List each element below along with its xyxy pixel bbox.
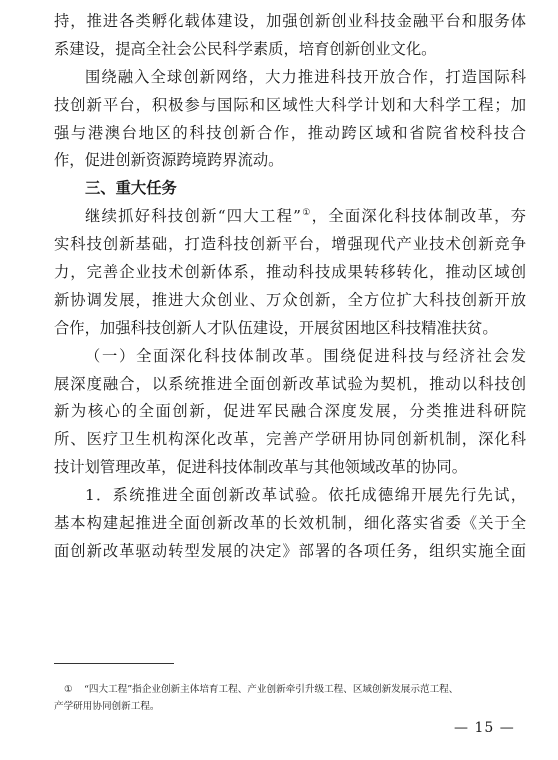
text-line: 技计划管理改革，促进科技体制改革与其他领域改革的协同。 bbox=[54, 458, 468, 477]
text-line: 实科技创新基础，打造科技创新平台，增强现代产业技术创新竞争 bbox=[54, 235, 526, 254]
text-line: 1．系统推进全面创新改革试验。依托成德绵开展先行先试， bbox=[85, 486, 526, 505]
footnote-text: “四大工程”指企业创新主体培育工程、产业创新牵引升级工程、区域创新发展示范工程、 bbox=[84, 684, 459, 695]
footnote bbox=[54, 681, 526, 715]
text-line: 所、医疗卫生机构深化改革，完善产学研用协同创新机制，深化科 bbox=[54, 430, 526, 449]
text-line: 基本构建起推进全面创新改革的长效机制，细化落实省委《关于全 bbox=[54, 514, 526, 533]
footnote-line: 产学研用协同创新工程。 bbox=[54, 701, 160, 712]
text-span: 继续抓好科技创新“四大工程” bbox=[85, 207, 301, 226]
text-line: 持，推进各类孵化载体建设，加强创新创业科技金融平台和服务体 bbox=[54, 12, 526, 30]
text-line: 合作，加强科技创新人才队伍建设，开展贫困地区科技精准扶贫。 bbox=[54, 318, 498, 337]
section-heading: 三、重大任务 bbox=[85, 179, 177, 198]
text-line: 力，完善企业技术创新体系，推动科技成果转移转化，推动区域创 bbox=[54, 263, 526, 282]
text-line: 强与港澳台地区的科技创新合作，推动跨区域和省院省校科技合 bbox=[54, 123, 526, 142]
text-line: 作，促进创新资源跨境跨界流动。 bbox=[54, 151, 284, 170]
footnote-line bbox=[54, 681, 526, 698]
text-line: 展深度融合，以系统推进全面创新改革试验为契机，推动以科技创 bbox=[54, 374, 526, 393]
text-line: 面创新改革驱动转型发展的决定》部署的各项任务，组织实施全面 bbox=[54, 541, 526, 560]
page-number: — 15 — bbox=[454, 720, 515, 736]
text-span: ，全面深化科技体制改革，夯 bbox=[311, 207, 526, 226]
text-line: 新协调发展，推进大众创业、万众创新，全方位扩大科技创新开放 bbox=[54, 290, 526, 309]
text-line: 系建设，提高全社会公民科学素质，培育创新创业文化。 bbox=[54, 39, 437, 58]
footnote-ref[interactable]: ① bbox=[300, 208, 312, 219]
text-line bbox=[54, 203, 526, 231]
text-line: 围绕融入全球创新网络，大力推进科技开放合作，打造国际科 bbox=[85, 67, 526, 86]
footnote-divider bbox=[54, 663, 174, 664]
text-line: 新为核心的全面创新，促进军民融合深度发展，分类推进科研院 bbox=[54, 402, 526, 421]
body-text bbox=[54, 8, 526, 566]
text-line: 技创新平台，积极参与国际和区域性大科学计划和大科学工程；加 bbox=[54, 95, 526, 114]
footnote-marker: ① bbox=[64, 684, 73, 695]
text-line: （一）全面深化科技体制改革。围绕促进科技与经济社会发 bbox=[85, 346, 526, 365]
